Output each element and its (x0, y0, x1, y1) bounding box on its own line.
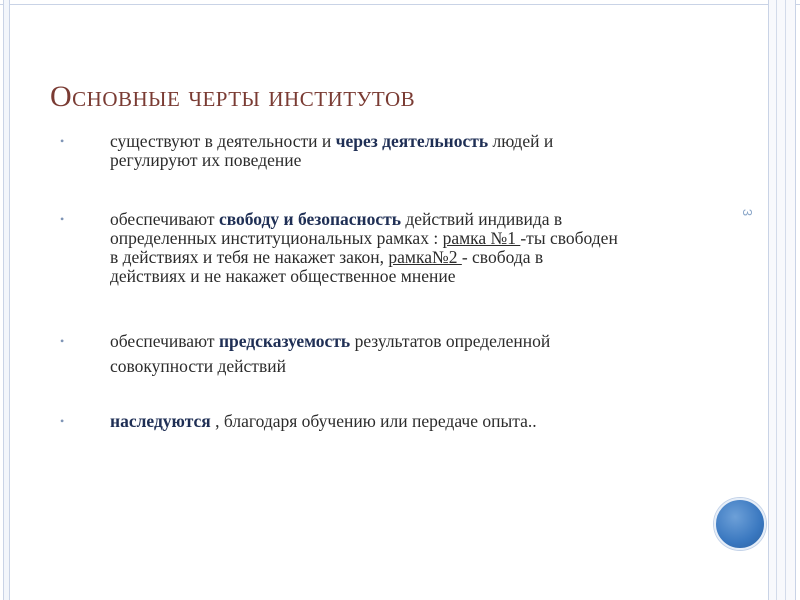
frame-left-border (3, 0, 10, 600)
bullet-text-3 (110, 332, 760, 376)
bullet-icon: • (60, 334, 65, 348)
text-part: -ты свободен (520, 228, 618, 248)
circle-icon (714, 498, 766, 550)
bullet-icon: • (60, 134, 65, 148)
text-part: , благодаря обучению или передаче опыта.. (210, 411, 537, 431)
text-part: результатов определенной (350, 331, 551, 351)
underlined-frame-1: рамка №1 (442, 228, 521, 248)
bullet-text-line: регулируют их поведение (110, 150, 302, 170)
frame-right-inner-border (776, 0, 786, 600)
bullet-text-line: совокупности действий (110, 356, 286, 376)
bullet-icon: • (60, 212, 65, 226)
keyword-inherited: наследуются (110, 411, 211, 431)
text-part: людей и (488, 131, 554, 151)
keyword-through: через (335, 131, 378, 151)
text-part: определенных институциональных рамках : (110, 228, 443, 248)
text-part: обеспечивают (110, 331, 219, 351)
bullet-text-4 (110, 412, 760, 431)
text-part: в действиях и тебя не накажет закон, (110, 247, 389, 267)
underlined-frame-2: рамка№2 (388, 247, 462, 267)
frame-top-border (0, 0, 800, 5)
keyword-predictability: предсказуемость (218, 331, 351, 351)
text-part: обеспечивают (110, 209, 219, 229)
slide-title: Основные черты институтов (50, 80, 416, 113)
text-part: - свобода в (461, 247, 544, 267)
bullet-text-line: действиях и не накажет общественное мнение (110, 266, 456, 286)
keyword-activity: деятельность (382, 131, 489, 151)
bullet-text-1 (110, 132, 760, 170)
keyword-freedom-security: свободу и безопасность (218, 209, 402, 229)
bullet-icon: • (60, 414, 65, 428)
text-part: действий индивида в (401, 209, 563, 229)
slide-number: 3 (740, 208, 756, 217)
text-part: существуют в деятельности и (110, 131, 336, 151)
bullet-text-2 (110, 210, 760, 286)
